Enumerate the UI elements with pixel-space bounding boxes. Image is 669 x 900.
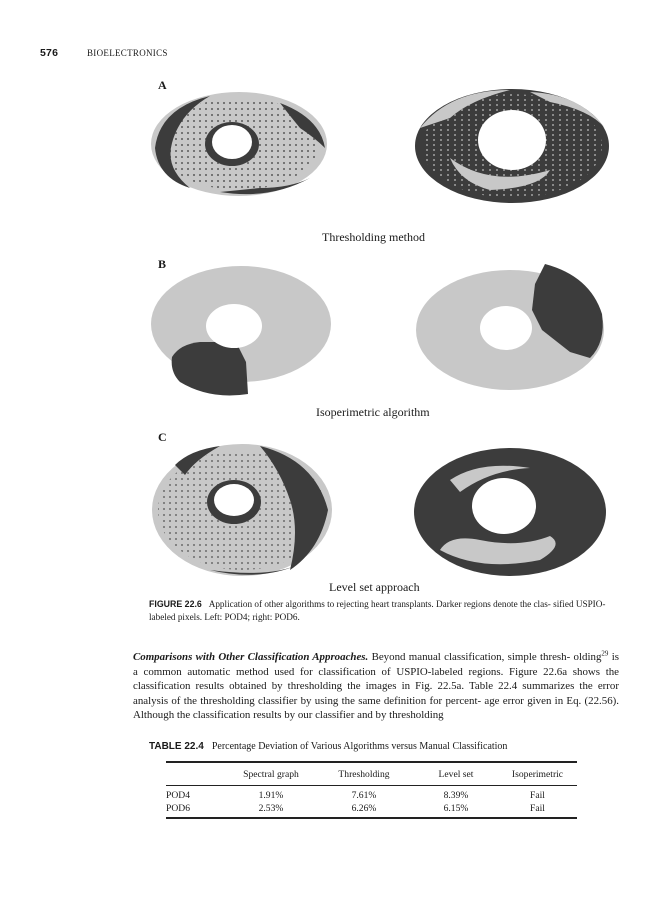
body-paragraph: [133, 650, 619, 723]
body-text-part-1: Beyond manual classification, simple thresh- olding: [368, 651, 602, 663]
panel-c-right-ring: [414, 448, 606, 576]
table-header-cell: Isoperimetric: [498, 762, 577, 786]
table-cell: 6.26%: [314, 802, 414, 818]
table-cell: 8.39%: [443, 790, 469, 801]
panel-letter-a: A: [158, 78, 167, 92]
table-header-cell: Thresholding: [314, 762, 414, 786]
panel-a-right-ring: [415, 89, 609, 203]
table-cell: Fail: [530, 790, 545, 801]
panel-b-left-ring: [151, 266, 331, 396]
panel-b-images: [150, 262, 620, 414]
results-table: [166, 761, 577, 819]
table-header-cell: Level set: [414, 762, 498, 786]
figure-caption: [149, 598, 619, 624]
table-caption: [149, 741, 507, 752]
table-cell: 2.53%: [228, 802, 314, 818]
panel-a-left-ring: [151, 92, 327, 196]
table-header-cell: [166, 762, 228, 786]
panel-a-images: [150, 88, 620, 238]
page-number: 576: [40, 47, 59, 59]
body-text-part-2: is a common automatic method used for classification of USPIO-labeled regions. Figure 22.6a shows the classification results obtained by thresholding the images in Fig. 22.5a. Table 22.4 summarizes the error analysis of the thresholding classifier by using the same definition for percent- age error given in Eq. (22.56). Although the classification results by our classifier and by thresholding: [133, 651, 619, 722]
table-label: TABLE 22.4: [149, 741, 204, 752]
table-cell: Fail: [498, 802, 577, 818]
citation-superscript: 29: [601, 649, 609, 658]
table-cell: POD6: [166, 802, 228, 818]
panel-letter-b: B: [158, 257, 167, 271]
panel-c-caption: Level set approach: [329, 580, 420, 594]
figure-caption-label: FIGURE 22.6: [149, 599, 202, 609]
table-row: [166, 802, 577, 818]
table-cell: 1.91%: [258, 790, 284, 801]
run-in-heading: Comparisons with Other Classification Approaches.: [133, 651, 369, 663]
panel-letter-c: C: [158, 430, 167, 444]
table-cell: 7.61%: [351, 790, 377, 801]
running-title: BIOELECTRONICS: [87, 48, 168, 58]
table-header-cell: Spectral graph: [228, 762, 314, 786]
table-cell: 6.15%: [414, 802, 498, 818]
table-header-row: [166, 762, 577, 786]
table-row: [166, 786, 577, 803]
panel-c-images: [150, 440, 620, 588]
panel-b-caption: Isoperimetric algorithm: [316, 405, 430, 419]
table-cell: POD4: [166, 790, 190, 801]
panel-b-right-ring: [416, 264, 604, 390]
panel-c-left-ring: [152, 444, 332, 576]
table-title: Percentage Deviation of Various Algorithms versus Manual Classification: [211, 741, 508, 752]
figure-caption-text: Application of other algorithms to rejecting heart transplants. Darker regions denote the clas- sified USPIO-labeled pixels. Left: POD4; right: POD6.: [149, 599, 606, 622]
panel-a-caption: Thresholding method: [322, 230, 425, 244]
